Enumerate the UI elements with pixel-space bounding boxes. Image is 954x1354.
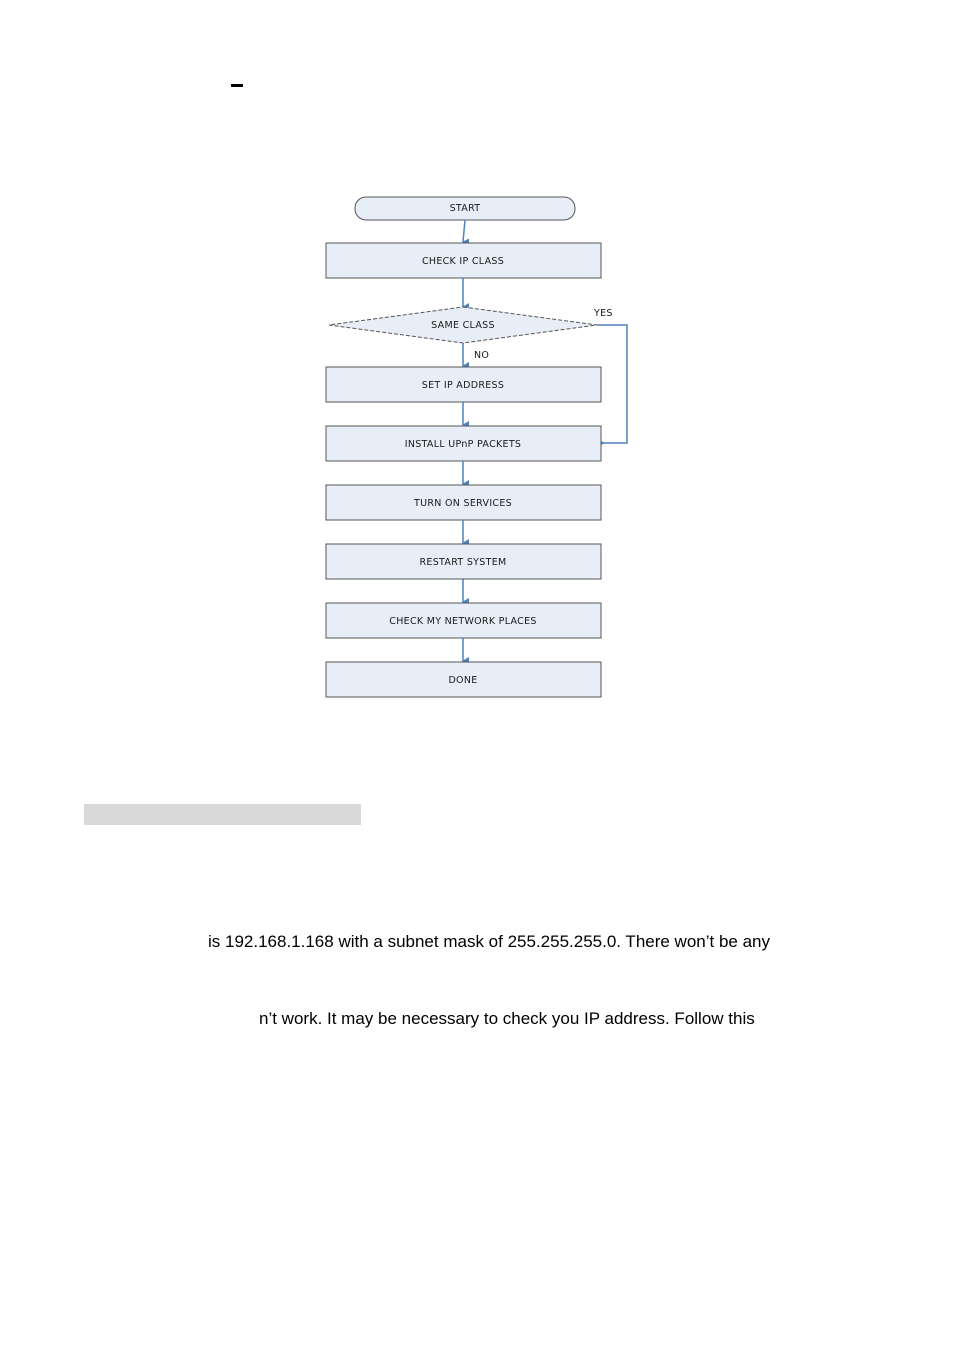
start-label: START [449, 203, 481, 214]
install-upnp-label: INSTALL UPnP PACKETS [404, 439, 522, 450]
highlight-bar [84, 804, 361, 825]
flowchart [325, 195, 630, 700]
body-line-2: n’t work. It may be necessary to check you IP address. Follow this [259, 1009, 755, 1028]
set-ip-address-label: SET IP ADDRESS [421, 380, 505, 391]
same-class-label: SAME CLASS [431, 320, 495, 331]
heading-dash [231, 84, 243, 87]
yes-label: YES [594, 308, 613, 319]
body-line-1: is 192.168.1.168 with a subnet mask of 255.255.255.0. There won’t be any [208, 932, 771, 951]
done-label: DONE [448, 675, 478, 686]
flowchart-canvas [325, 195, 630, 700]
no-label: NO [474, 350, 490, 361]
restart-system-label: RESTART SYSTEM [419, 557, 507, 568]
turn-on-services-label: TURN ON SERVICES [414, 498, 512, 509]
arrow-start-check [463, 220, 465, 242]
check-network-label: CHECK MY NETWORK PLACES [389, 616, 537, 627]
check-ip-class-label: CHECK IP CLASS [421, 256, 505, 267]
